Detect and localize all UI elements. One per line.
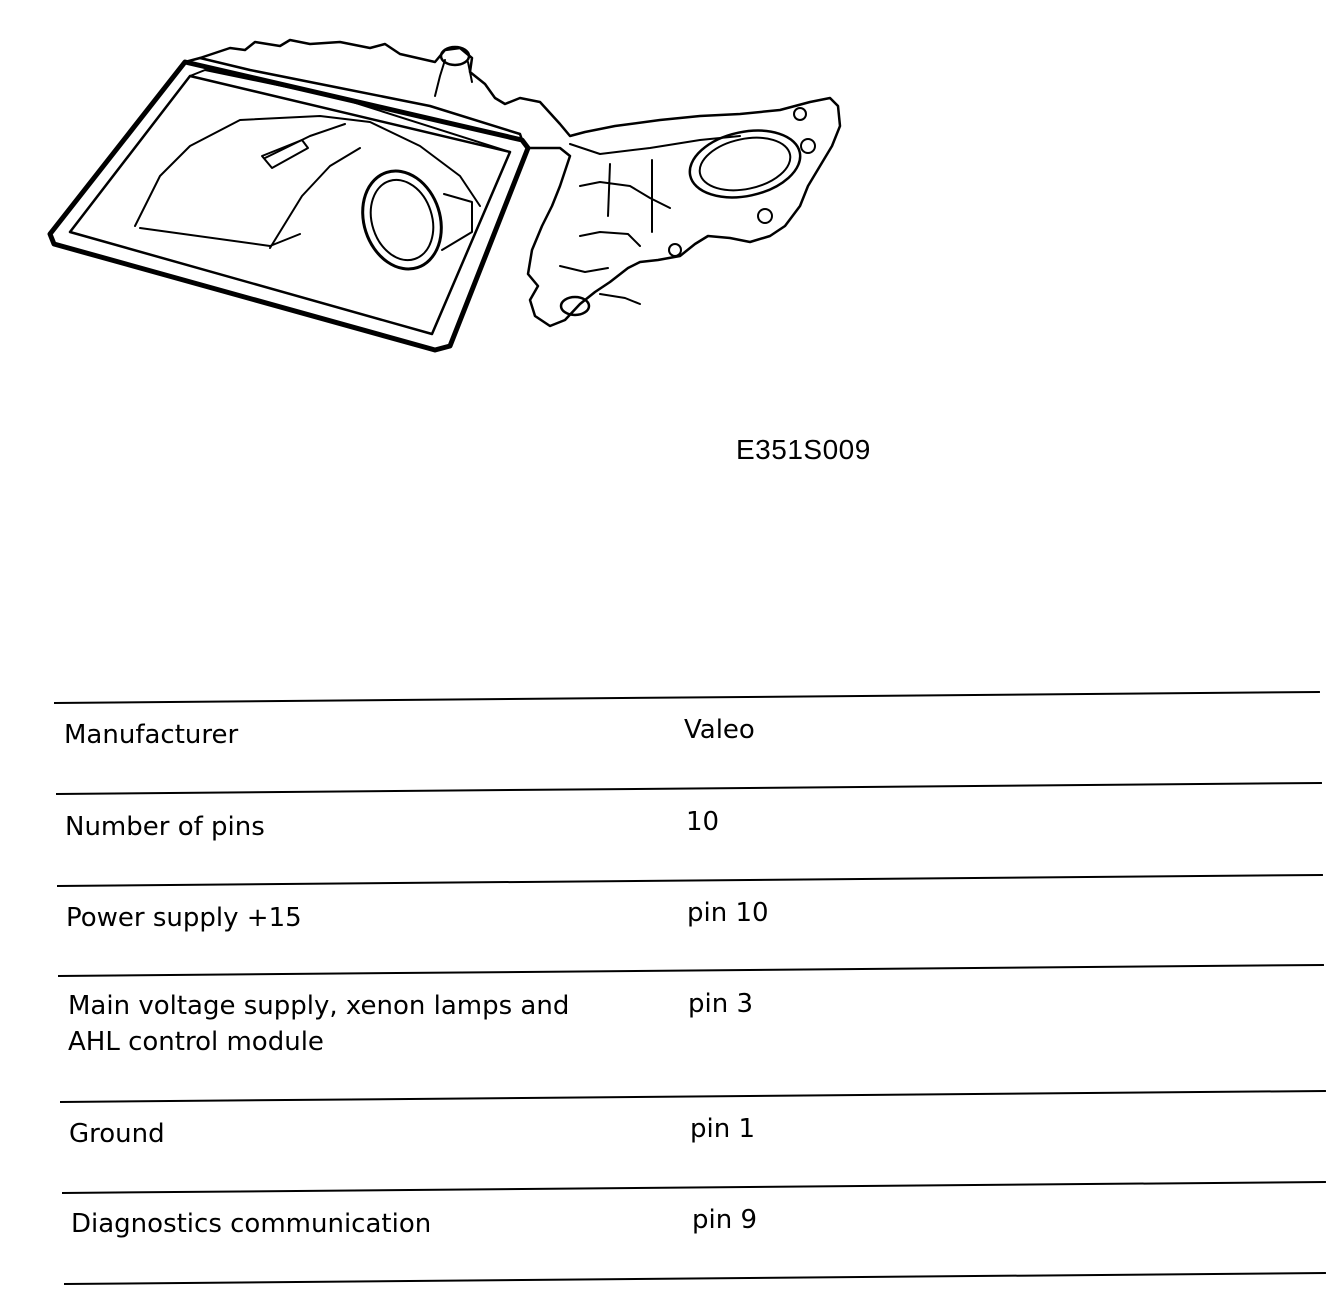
table-rule	[54, 691, 1320, 704]
table-rule	[64, 1272, 1326, 1285]
label-diagnostics-communication: Diagnostics communication	[71, 1209, 432, 1239]
value-ground: pin 1	[690, 1114, 756, 1144]
table-rule	[56, 782, 1322, 795]
table-rule	[60, 1090, 1326, 1103]
table-rule	[62, 1181, 1326, 1194]
value-manufacturer: Valeo	[684, 715, 755, 745]
label-ground: Ground	[69, 1119, 165, 1149]
table-rule	[57, 874, 1323, 887]
value-main-voltage-supply: pin 3	[688, 989, 754, 1019]
label-main-voltage-supply: Main voltage supply, xenon lamps and	[68, 991, 570, 1021]
label-main-voltage-supply-line2: AHL control module	[68, 1027, 324, 1057]
table-rule	[58, 964, 1324, 977]
value-diagnostics-communication: pin 9	[692, 1205, 758, 1235]
label-number-of-pins: Number of pins	[65, 812, 265, 842]
value-power-supply: pin 10	[687, 898, 769, 928]
figure-code: E351S009	[736, 434, 871, 465]
label-manufacturer: Manufacturer	[64, 720, 239, 750]
label-power-supply: Power supply +15	[66, 903, 302, 933]
value-number-of-pins: 10	[686, 807, 720, 837]
